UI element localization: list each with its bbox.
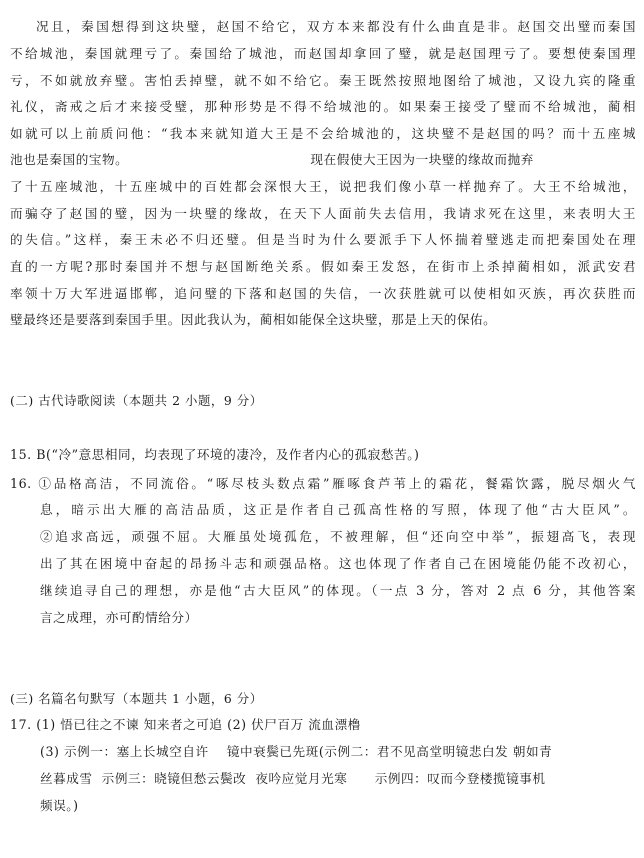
section-heading-recitation: (三) 名篇名句默写（本题共 1 小题，6 分）: [10, 691, 263, 706]
passage-line: 况且，秦国想得到这块璧，赵国不给它，双方本来都没有什么曲直是非。赵国交出璧而秦国: [36, 19, 636, 34]
section-heading-poetry: (二) 古代诗歌阅读（本题共 2 小题，9 分）: [10, 393, 263, 408]
answer-q16-line: 16. ①品格高洁，不同流俗。“啄尽枝头数点霜”雁啄食芦苇上的霜花，餐霜饮露，脱尽烟火气: [10, 476, 636, 491]
passage-line: 率领十万大军进逼邯郸，追问璧的下落和赵国的失信，一次获胜就可以使相如灭族，再次获胜而: [10, 286, 636, 301]
passage-line: 池也是秦国的宝物。 现在假使大王因为一块璧的缘故而抛弃: [10, 152, 534, 167]
answer-q16-line: 出了其在困境中奋起的昂扬斗志和顽强品格。这也体现了作者自己在困境能仍能不改初心，: [40, 556, 636, 571]
answer-q16-line: 言之成理，亦可酌情给分）: [40, 610, 198, 625]
answer-q17-line: 丝暮成雪 示例三：晓镜但愁云鬓改 夜吟应觉月光寒 示例四：叹而今登楼揽镜事机: [40, 771, 546, 786]
answer-q16-line: 继续追寻自己的理想，亦是他“古大臣风”的体现。（一点 3 分，答对 2 点 6 分，其他答案: [40, 583, 636, 598]
passage-line: 不给城池，秦国就理亏了。秦国给了城池，而赵国却拿回了璧，就是赵国理亏了。要想使秦国理: [10, 46, 636, 61]
passage-line: 如就可以上前质问他：“我本来就知道大王是不会给城池的，这块璧不是赵国的吗？而十五座城: [10, 126, 636, 141]
passage-line: 直的一方呢?那时秦国并不想与赵国断绝关系。假如秦王发怒，在街市上杀掉蔺相如，派武安君: [10, 259, 636, 274]
answer-q17-line: 频误。): [40, 798, 79, 813]
passage-line: 的失信。”这样，秦王未必不归还璧。但是当时为什么要派手下人怀揣着璧逃走而把秦国处在理: [10, 232, 636, 247]
answer-q17-line: (3) 示例一：塞上长城空自许 镜中衰鬓已先斑(示例二：君不见高堂明镜悲白发 朝如青: [40, 744, 553, 759]
answer-q16-line: ②追求高远，顽强不屈。大雁虽处境孤危，不被理解，但“还向空中举”，振翅高飞，表现: [40, 529, 636, 544]
passage-line: 礼仪，斋戒之后才来接受璧，那种形势是不得不给城池的。如果秦王接受了璧而不给城池，蔺相: [10, 99, 636, 114]
passage-line: 亏，不如就放弃璧。害怕丢掉璧，就不如不给它。秦王既然按照地图给了城池，又设九宾的隆重: [10, 73, 636, 88]
answer-q17-line: 17. (1) 悟已往之不谏 知来者之可追 (2) 伏尸百万 流血漂橹: [10, 717, 361, 732]
passage-line: 璧最终还是要落到秦国手里。因此我认为，蔺相如能保全这块璧，那是上天的保佑。: [10, 312, 497, 327]
answer-q15: 15. B(“冷”意思相同，均表现了环境的凄冷，及作者内心的孤寂愁苦。): [10, 447, 420, 462]
passage-line: 了十五座城池，十五座城中的百姓都会深恨大王，说把我们像小草一样抛弃了。大王不给城池，: [10, 179, 636, 194]
passage-line: 而骗夺了赵国的璧，因为一块璧的缘故，在天下人面前失去信用，我请求死在这里，来表明大王: [10, 206, 636, 221]
answer-q16-line: 息，暗示出大雁的高洁品质，这正是作者自己孤高性格的写照，体现了他“古大臣风”。: [40, 502, 636, 517]
